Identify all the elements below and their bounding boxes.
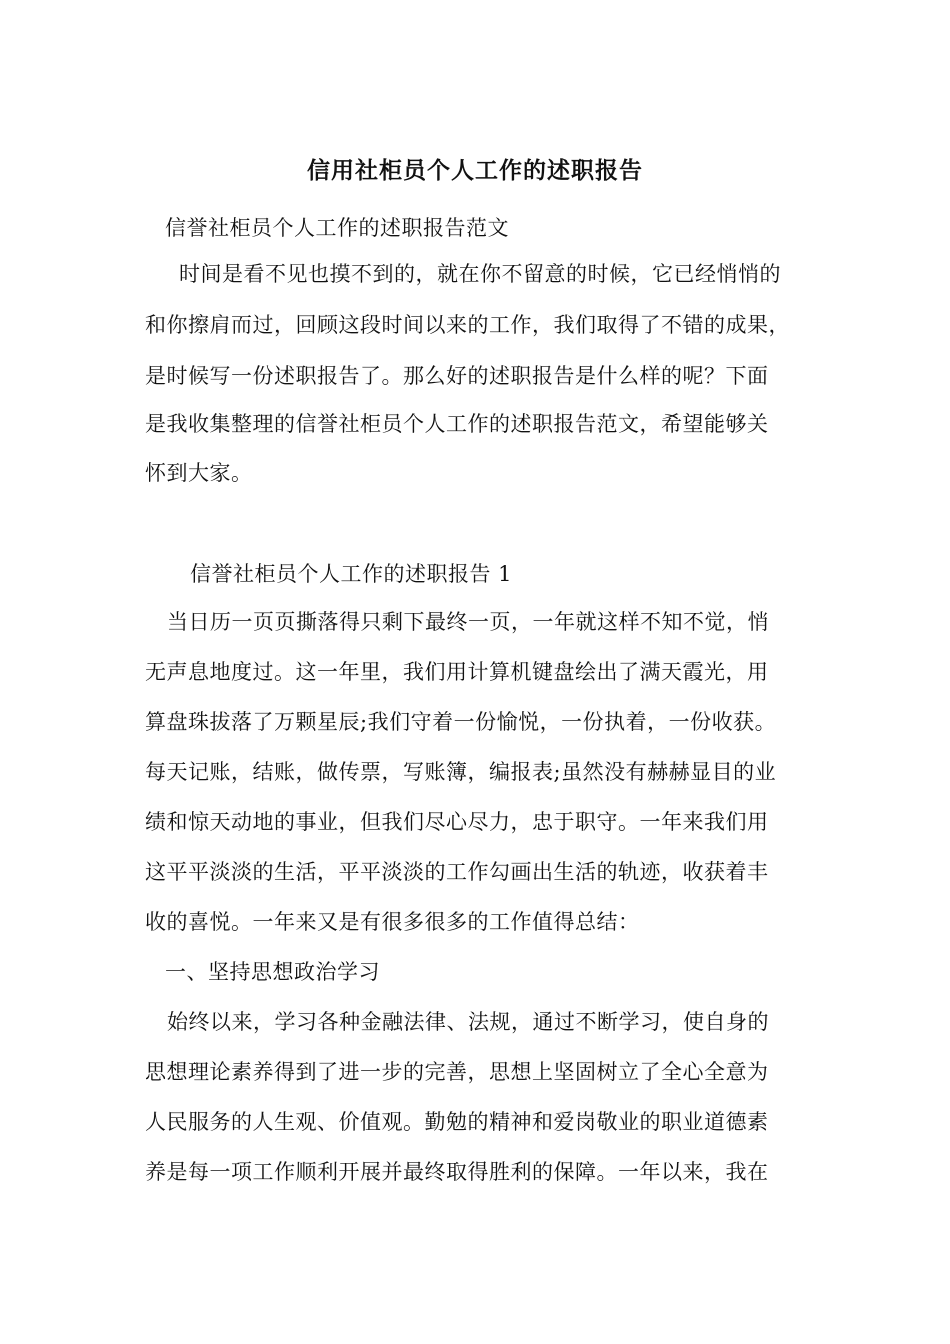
section-heading: 信誉社柜员个人工作的述职报告 1 — [190, 562, 513, 586]
intro-line: 时间是看不见也摸不到的，就在你不留意的时候，它已经悄悄的 — [179, 262, 781, 286]
point-heading: 一、坚持思想政治学习 — [165, 960, 380, 984]
document-title: 信用社柜员个人工作的述职报告 — [307, 157, 643, 184]
body-line: 绩和惊天动地的事业，但我们尽心尽力，忠于职守。一年来我们用 — [145, 810, 769, 834]
intro-line: 怀到大家。 — [145, 461, 253, 485]
body-line: 每天记账，结账，做传票，写账簿，编报表;虽然没有赫赫显目的业 — [145, 760, 777, 784]
body-line: 收的喜悦。一年来又是有很多很多的工作值得总结： — [145, 910, 640, 934]
body-line: 这平平淡淡的生活，平平淡淡的工作勾画出生活的轨迹，收获着丰 — [145, 860, 769, 884]
point-line: 思想理论素养得到了进一步的完善，思想上坚固树立了全心全意为 — [145, 1060, 769, 1084]
document-subtitle: 信誉社柜员个人工作的述职报告范文 — [165, 216, 509, 240]
point-line: 养是每一项工作顺利开展并最终取得胜利的保障。一年以来，我在 — [145, 1160, 769, 1184]
point-line: 始终以来，学习各种金融法律、法规，通过不断学习，使自身的 — [167, 1010, 769, 1034]
body-line: 算盘珠拔落了万颗星辰;我们守着一份愉悦，一份执着，一份收获。 — [145, 710, 777, 734]
intro-line: 是我收集整理的信誉社柜员个人工作的述职报告范文，希望能够关 — [145, 412, 769, 436]
intro-line: 和你擦肩而过，回顾这段时间以来的工作，我们取得了不错的成果， — [145, 313, 790, 337]
point-line: 人民服务的人生观、价值观。勤勉的精神和爱岗敬业的职业道德素 — [145, 1110, 769, 1134]
intro-line: 是时候写一份述职报告了。那么好的述职报告是什么样的呢？下面 — [145, 364, 769, 388]
body-line: 无声息地度过。这一年里，我们用计算机键盘绘出了满天霞光，用 — [145, 660, 769, 684]
body-line: 当日历一页页撕落得只剩下最终一页，一年就这样不知不觉，悄 — [167, 610, 769, 634]
